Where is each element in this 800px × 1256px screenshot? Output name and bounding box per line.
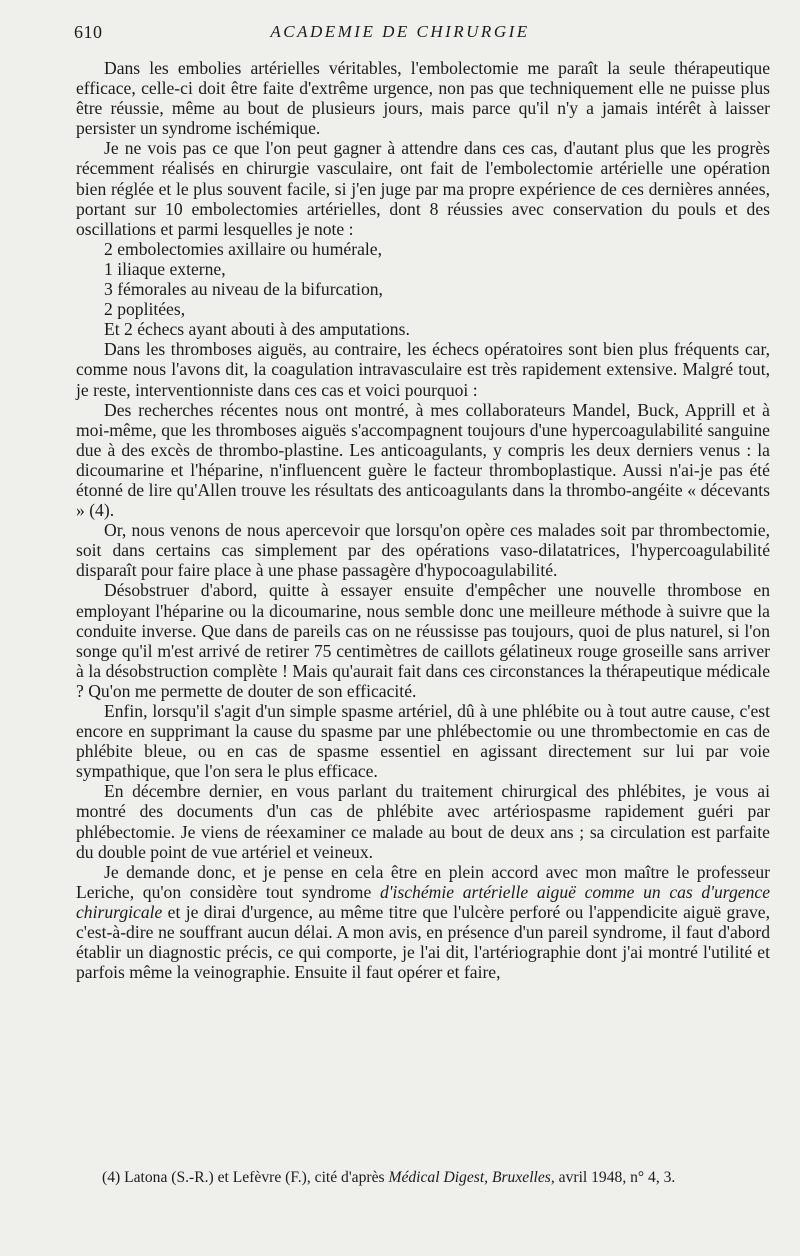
paragraph-thromboses: Dans les thromboses aiguës, au contraire, les échecs opératoires sont bien plus fréquents car, comme nous l'avons dit, la coagulation intravasculaire est très rapidement extensive. Malgré tout, je reste, interventionniste dans ces cas et voici pourquoi : [76,339,770,400]
page-header [0,18,800,48]
conclusion-text-start: Je demande donc, et je pense en cela être en plein accord avec mon maître le professeur Leriche, qu'on considère tout syndrome [76,861,770,902]
paragraph-spasme: Enfin, lorsqu'il s'agit d'un simple spasme artériel, dû à une phlébite ou à tout autre cause, c'est encore en supprimant la cause du spasme par une phlébectomie ou une thrombectomie en cas de phlébite bleue, ou en cas de spasme essentiel en agissant directement sur lui par voie sympathique, que l'on sera le plus efficace. [76,701,770,782]
article-body [76,58,770,982]
paragraph-decembre: En décembre dernier, en vous parlant du traitement chirurgical des phlébites, je vous ai montré des documents d'un cas de phlébite avec artériospasme rapidement guéri par phlébectomie. Je viens de réexaminer ce malade au bout de deux ans ; sa circulation est parfaite du double point de vue artériel et veineux. [76,781,770,862]
footnote [102,1168,782,1188]
conclusion-text-end: et je dirai d'urgence, au même titre que l'ulcère perforé ou l'appendicite aiguë grave, c'est-à-dire ne souffrant aucun délai. A mon avis, en présence d'un pareil syndrome, il faut d'abord établir un diagnostic précis, ce qui comporte, je l'ai dit, l'artériographie dont j'ai montré l'utilité et parfois même la veinographie. Ensuite il faut opérer et faire, [76,901,770,983]
running-title: ACADEMIE DE CHIRURGIE [270,22,530,41]
paragraph-thrombectomie: Or, nous venons de nous apercevoir que lorsqu'on opère ces malades soit par thrombectomie, soit dans certains cas simplement par des opérations vaso-dilatatrices, l'hypercoagulabilité disparaît pour faire place à une phase passagère d'hypocoagulabilité. [76,520,770,581]
paragraph-attendre: Je ne vois pas ce que l'on peut gagner à attendre dans ces cas, d'autant plus que les progrès récemment réalisés en chirurgie vasculaire, ont fait de l'embolectomie artérielle une opération bien réglée et le plus souvent facile, si j'en juge par ma propre expérience de ces dernières années, portant sur 10 embolectomies artérielles, dont 8 réussies avec conservation du pouls et des oscillations et parmi lesquelles je note : [76,138,770,239]
list-item-axillaire: 2 embolectomies axillaire ou humérale, [104,238,382,259]
footnote-text-end: , avril 1948, n° 4, 3. [550,1169,676,1186]
list-item-poplitees: 2 poplitées, [104,299,186,320]
footnote-journal: Médical Digest, Bruxelles [388,1169,551,1186]
conclusion-emphasis-urgence: comme un cas d'urgence chirurgicale [76,881,771,922]
paragraph-desobstruer: Désobstruer d'abord, quitte à essayer ensuite d'empêcher une nouvelle thrombose en employant l'héparine ou la dicoumarine, nous semble donc une meilleure méthode à suivre que la conduite inverse. Que dans de pareils cas on ne réussisse pas toujours, quoi de plus naturel, si l'on songe qu'il m'est arrivé de retirer 75 centimètres de caillots gélatineux rouge groseille sans arriver à la désobstruction complète ! Mais qu'aurait fait dans ces circonstances la thérapeutique médicale ? Qu'on me permette de douter de son efficacité. [76,580,770,701]
paragraph-recherches: Des recherches récentes nous ont montré, à mes collaborateurs Mandel, Buck, Apprill et à moi-même, que les thromboses aiguës s'accompagnent toujours d'une hypercoagulabilité sanguine due à des excès de thrombo-plastine. Les anticoagulants, y compris les deux derniers venus : la dicoumarine et l'héparine, n'influencent guère le facteur thromboplastique. Aussi n'ai-je pas été étonné de lire qu'Allen trouve les résultats des anticoagulants dans la thrombo-angéite « décevants » (4). [76,399,770,521]
list-item-iliaque: 1 iliaque externe, [104,258,226,279]
list-item-femorales: 3 fémorales au niveau de la bifurcation, [104,279,383,300]
footnote-text-start: (4) Latona (S.-R.) et Lefèvre (F.), cité d'après [102,1169,389,1186]
list-item-echecs: Et 2 échecs ayant abouti à des amputations. [104,319,410,340]
paragraph-conclusion [76,862,770,983]
paragraph-embolies: Dans les embolies artérielles véritables, l'embolectomie me paraît la seule thérapeutique efficace, celle-ci doit être faite d'extrême urgence, non pas que techniquement elle ne puisse plus être réussie, même au bout de plusieurs jours, mais parce qu'il n'y a jamais intérêt à laisser persister un syndrome ischémique. [76,58,770,139]
page-number: 610 [74,22,103,42]
conclusion-emphasis-ischemie: d'ischémie artérielle aiguë [379,881,576,902]
